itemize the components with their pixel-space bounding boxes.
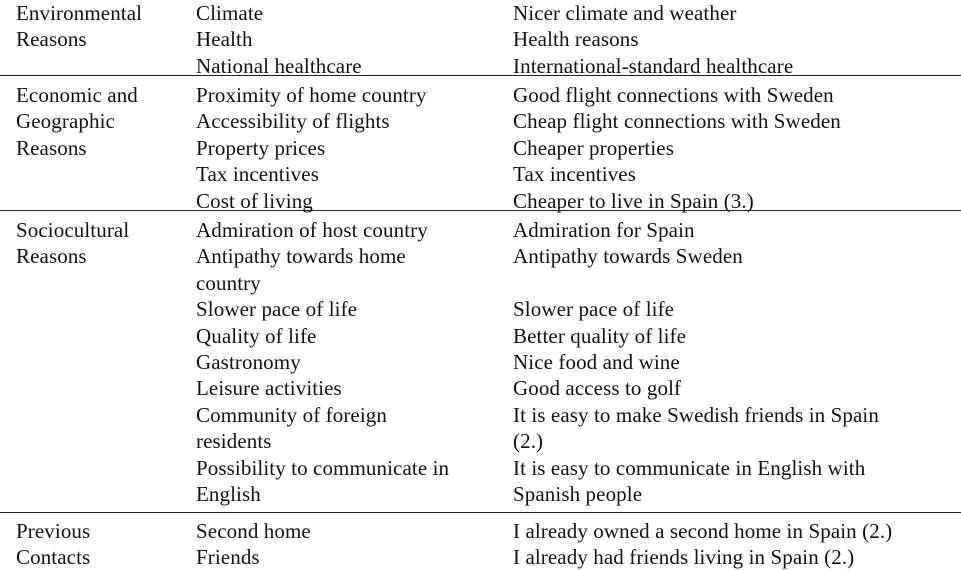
category-label: Sociocultural	[16, 218, 130, 242]
reason-cell: Property prices	[196, 135, 326, 160]
response-cell: Slower pace of life	[513, 297, 675, 322]
reason-cell: Quality of life	[196, 323, 317, 348]
response-cell: Nice food and wine	[513, 350, 680, 374]
category-label: Contacts	[16, 545, 91, 570]
response-cell: Spanish people	[513, 482, 643, 506]
response-cell: I already had friends living in Spain (2.)	[513, 545, 855, 570]
reason-cell: Health	[196, 27, 253, 52]
reason-cell: Accessibility of flights	[196, 109, 390, 134]
reason-cell: Cost of living	[196, 188, 313, 213]
reason-cell: Gastronomy	[196, 350, 301, 374]
reason-cell: Second home	[196, 519, 311, 543]
group-divider	[0, 210, 961, 211]
category-label: Reasons	[16, 244, 87, 269]
reason-cell: country	[196, 270, 261, 295]
reason-cell: Admiration of host country	[196, 218, 428, 242]
category-label: Environmental	[16, 1, 143, 25]
response-cell: Health reasons	[513, 27, 639, 52]
reason-cell: English	[196, 482, 261, 506]
reason-cell: Climate	[196, 1, 264, 25]
response-cell: Better quality of life	[513, 323, 687, 348]
response-cell: Nicer climate and weather	[513, 1, 737, 25]
response-cell: International-standard healthcare	[513, 53, 794, 78]
reason-cell: Antipathy towards home	[196, 244, 406, 269]
category-label: Economic and	[16, 83, 138, 107]
response-cell: Cheaper properties	[513, 135, 674, 160]
group-divider	[0, 75, 961, 76]
response-cell: It is easy to communicate in English with	[513, 455, 866, 480]
reason-cell: Slower pace of life	[196, 297, 358, 322]
response-cell: (2.)	[513, 429, 544, 454]
response-cell: I already owned a second home in Spain (2.)	[513, 519, 893, 543]
response-cell: Admiration for Spain	[513, 218, 695, 242]
category-label: Reasons	[16, 135, 87, 160]
reason-cell: Tax incentives	[196, 162, 319, 187]
reason-cell: Leisure activities	[196, 376, 342, 401]
reason-cell: National healthcare	[196, 53, 362, 78]
category-label: Geographic	[16, 109, 115, 134]
response-cell: Good access to golf	[513, 376, 682, 401]
category-label: Reasons	[16, 27, 87, 52]
response-cell: Good flight connections with Sweden	[513, 83, 834, 107]
response-cell: Cheaper to live in Spain (3.)	[513, 188, 754, 213]
response-cell: Cheap flight connections with Sweden	[513, 109, 841, 134]
response-cell: It is easy to make Swedish friends in Spain	[513, 402, 879, 427]
response-cell: Tax incentives	[513, 162, 636, 187]
reason-cell: Possibility to communicate in	[196, 455, 450, 480]
reason-cell: Friends	[196, 545, 260, 570]
reason-cell: Proximity of home country	[196, 83, 427, 107]
response-cell: Antipathy towards Sweden	[513, 244, 743, 269]
reason-cell: residents	[196, 429, 272, 454]
group-divider	[0, 512, 961, 513]
category-label: Previous	[16, 519, 91, 543]
reason-cell: Community of foreign	[196, 402, 387, 427]
